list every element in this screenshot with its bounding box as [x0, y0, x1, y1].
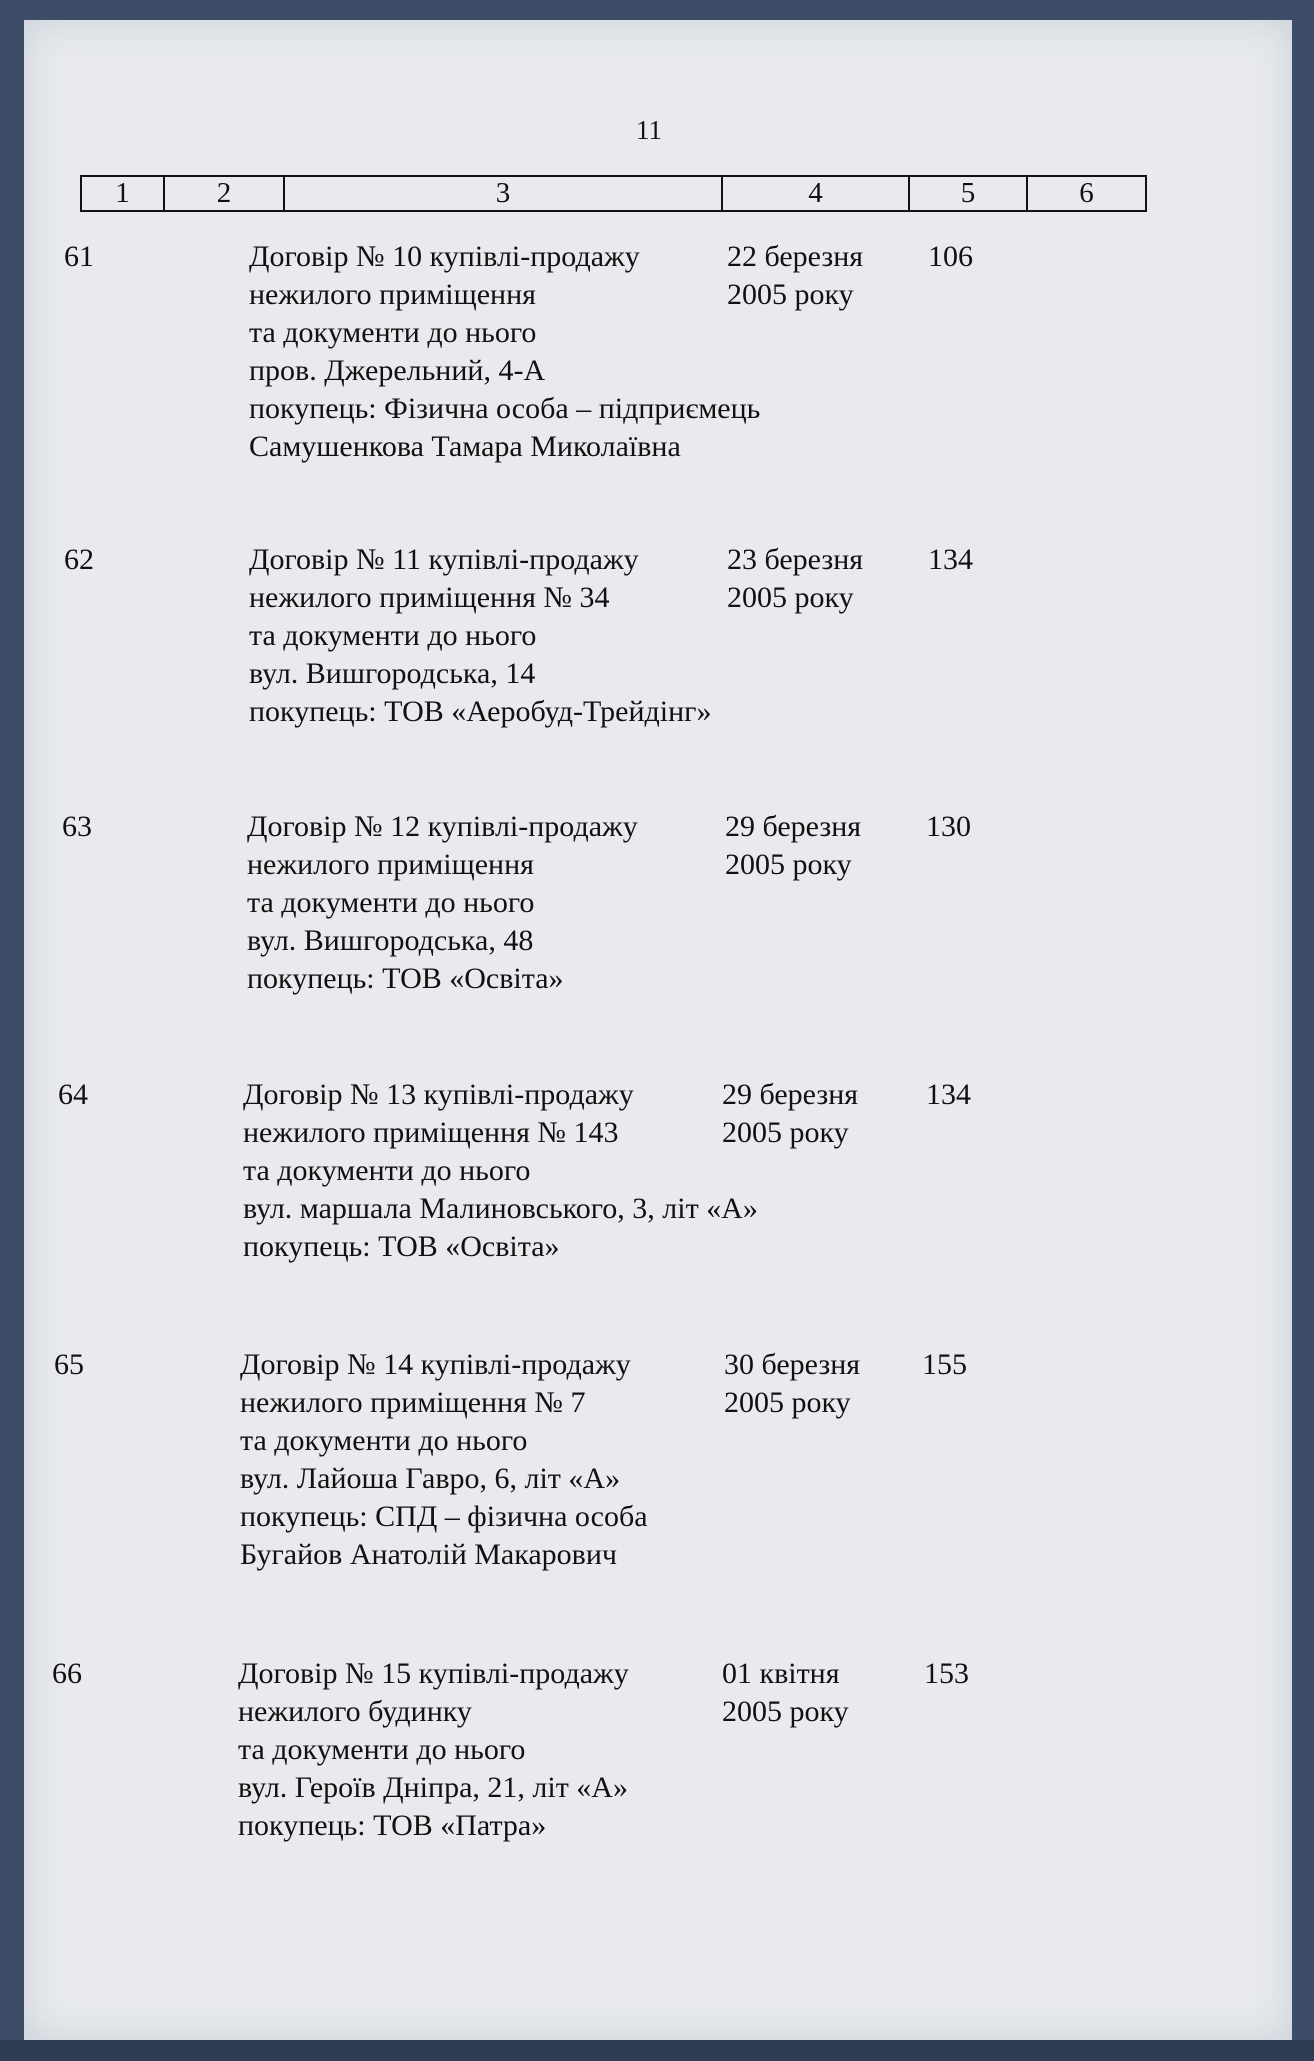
date-line: 01 квітня: [722, 1657, 840, 1690]
entry-date: [722, 1655, 849, 1731]
column-header-5: 5: [909, 176, 1027, 211]
description-line: та документи до нього: [240, 1424, 528, 1457]
description-line: нежилого приміщення № 143: [243, 1116, 619, 1149]
entry-number: 61: [64, 240, 94, 273]
entry-date: [722, 1076, 858, 1152]
description-line: Бугайов Анатолій Макарович: [240, 1538, 617, 1571]
description-line: вул. Героїв Дніпра, 21, літ «А»: [238, 1771, 628, 1804]
column-header-4: 4: [722, 176, 909, 211]
description-line: нежилого приміщення № 7: [240, 1386, 586, 1419]
column-header-row: [81, 176, 1146, 211]
entry-page-count: 134: [928, 543, 973, 576]
description-line: та документи до нього: [238, 1733, 526, 1766]
column-header-6: 6: [1027, 176, 1146, 211]
description-line: вул. Вишгородська, 48: [247, 924, 534, 957]
entry-number: 62: [64, 543, 94, 576]
page-number: 11: [636, 115, 662, 145]
date-line: 23 березня: [727, 543, 864, 576]
description-line: Договір № 11 купівлі-продажу: [249, 543, 639, 576]
description-line: та документи до нього: [249, 619, 537, 652]
description-line: покупець: СПД – фізична особа: [240, 1500, 648, 1533]
entry-number: 65: [54, 1348, 84, 1381]
entry-page-count: 106: [928, 240, 973, 273]
entry-description: [249, 541, 719, 731]
column-header-2: 2: [164, 176, 284, 211]
scanner-background-edge: [0, 2040, 1314, 2061]
column-header-3: 3: [284, 176, 722, 211]
entry-description: [238, 1655, 708, 1845]
entry-page-count: 130: [926, 810, 971, 843]
description-line: нежилого приміщення № 34: [249, 581, 610, 614]
entry-description: [247, 808, 717, 998]
entry-number: 64: [58, 1078, 88, 1111]
description-line: та документи до нього: [243, 1154, 531, 1187]
description-line: Договір № 15 купівлі-продажу: [238, 1657, 629, 1690]
description-line: покупець: ТОВ «Освіта»: [243, 1230, 560, 1263]
document-page: [24, 20, 1292, 2040]
description-line: покупець: ТОВ «Патра»: [238, 1809, 547, 1842]
entry-number: 66: [52, 1657, 82, 1690]
date-line: 30 березня: [724, 1348, 861, 1381]
description-line: вул. Лайоша Гавро, 6, літ «А»: [240, 1462, 621, 1495]
entry-date: [727, 541, 863, 617]
description-line: Договір № 14 купівлі-продажу: [240, 1348, 631, 1381]
description-line: Договір № 13 купівлі-продажу: [243, 1078, 634, 1111]
entry-number: 63: [62, 810, 92, 843]
date-line: 2005 року: [724, 1386, 851, 1419]
entry-description: [240, 1346, 710, 1574]
description-line: вул. маршала Малиновського, 3, літ «А»: [243, 1192, 758, 1225]
description-line: Договір № 12 купівлі-продажу: [247, 810, 638, 843]
description-line: вул. Вишгородська, 14: [249, 657, 536, 690]
date-line: 2005 року: [722, 1695, 849, 1728]
column-header-1: 1: [81, 176, 164, 211]
date-line: 2005 року: [725, 848, 852, 881]
date-line: 22 березня: [727, 240, 864, 273]
date-line: 2005 року: [727, 581, 854, 614]
date-line: 29 березня: [722, 1078, 859, 1111]
entry-description: [243, 1076, 758, 1266]
description-line: Самушенкова Тамара Миколаївна: [249, 430, 681, 463]
description-line: покупець: Фізична особа – підприємець: [249, 392, 761, 425]
date-line: 29 березня: [725, 810, 862, 843]
description-line: нежилого будинку: [238, 1695, 472, 1728]
description-line: пров. Джерельний, 4-А: [249, 354, 546, 387]
description-line: нежилого приміщення: [247, 848, 534, 881]
description-line: покупець: ТОВ «Аеробуд-Трейдінг»: [249, 695, 712, 728]
date-line: 2005 року: [722, 1116, 849, 1149]
entry-date: [725, 808, 861, 884]
entry-page-count: 153: [924, 1657, 969, 1690]
description-line: та документи до нього: [249, 316, 537, 349]
entry-date: [724, 1346, 860, 1422]
description-line: нежилого приміщення: [249, 278, 536, 311]
description-line: покупець: ТОВ «Освіта»: [247, 962, 564, 995]
entry-page-count: 155: [922, 1348, 967, 1381]
entry-page-count: 134: [926, 1078, 971, 1111]
date-line: 2005 року: [727, 278, 854, 311]
entry-date: [727, 238, 863, 314]
description-line: Договір № 10 купівлі-продажу: [249, 240, 640, 273]
column-header-table: [80, 175, 1147, 212]
description-line: та документи до нього: [247, 886, 535, 919]
entry-description: [249, 238, 761, 466]
